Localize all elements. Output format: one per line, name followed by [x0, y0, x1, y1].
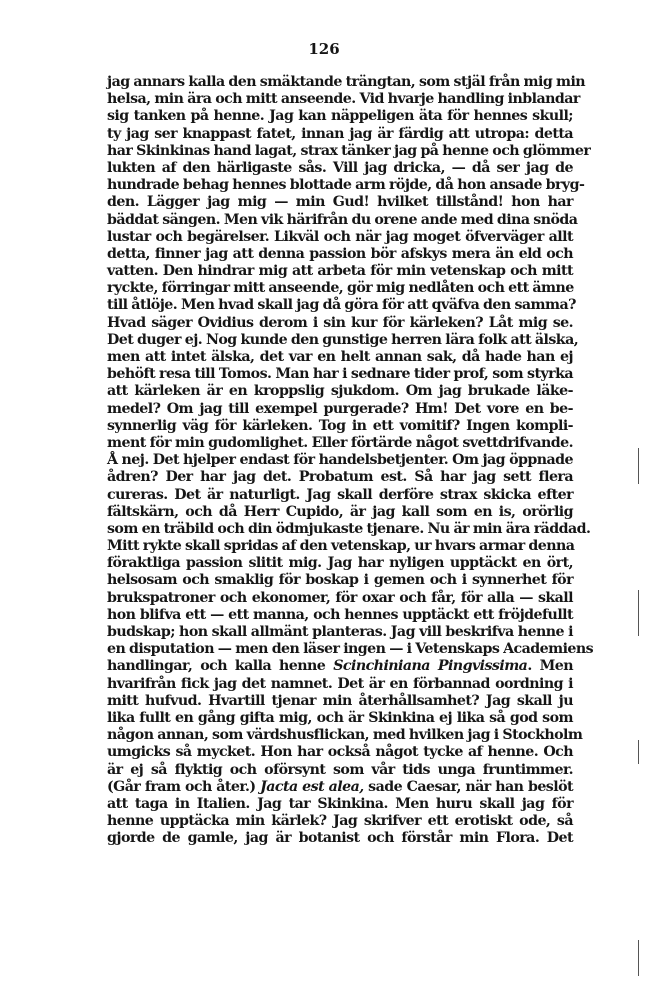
text-line: ryckte, förringar mitt anseende, gör mig nedlåten och ett ämne — [107, 280, 574, 297]
text-line: gjorde de gamle, jag är botanist och förstår min Flora. Det — [107, 830, 573, 847]
text-line: den. Lägger jag mig — min Gud! hvilket tillstånd! hon har — [107, 194, 573, 211]
text-line: ådren? Der har jag det. Probatum est. Så har jag sett flera — [107, 469, 573, 486]
text-line: cureras. Det är naturligt. Jag skall derföre strax skicka efter — [107, 486, 573, 503]
text-line: Det duger ej. Nog kunde den gunstige herren lära folk att älska, — [107, 331, 579, 348]
scan-margin-mark — [638, 590, 639, 636]
text-line: Hvad säger Ovidius derom i sin kur för kärleken? Låt mig se. — [107, 314, 573, 331]
text-line: en disputation — men den läser ingen — i Vetenskaps Academiens — [107, 641, 594, 658]
text-line: ment för min gudomlighet. Eller förtärde något svettdrifvande. — [107, 434, 573, 451]
text-line: att kärleken är en kroppslig sjukdom. Om jag brukade läke- — [107, 383, 573, 400]
text-line: lustar och begärelser. Likväl och när jag moget öfverväger allt — [107, 228, 573, 245]
text-line: hundrade behag hennes blottade arm röjde, då hon ansade bryg- — [107, 177, 585, 194]
text-line: ty jag ser knappast fatet, innan jag är färdig att utropa: detta — [107, 125, 573, 142]
text-line: medel? Om jag till exempel purgerade? Hm! Det vore en be- — [107, 400, 573, 417]
text-line: någon annan, som värdshusflickan, med hvilken jag i Stockholm — [107, 727, 583, 744]
text-line: mitt hufvud. Hvartill tjenar min återhållsamhet? Jag skall ju — [107, 692, 573, 709]
text-line: detta, finner jag att denna passion bör afskys mera än eld och — [107, 245, 573, 262]
text-line: som en träbild och din ödmjukaste tjenare. Nu är min ära räddad. — [107, 520, 591, 537]
text-line: henne upptäcka min kärlek? Jag skrifver ett erotiskt ode, så — [107, 813, 573, 830]
text-line: behöft resa till Tomos. Man har i sednare tider prof, som styrka — [107, 366, 573, 383]
scan-margin-mark — [638, 940, 639, 976]
text-line: (Går fram och åter.) Jacta est alea, sade Caesar, när han beslöt — [107, 778, 573, 795]
text-line: sig tanken på henne. Jag kan näppeligen äta för hennes skull; — [107, 108, 573, 125]
text-line: Mitt rykte skall spridas af den vetenskap, ur hvars armar denna — [107, 538, 575, 555]
text-line: till åtlöje. Men hvad skall jag då göra för att qväfva den samma? — [107, 297, 576, 314]
text-line: men att intet älska, det var en helt annan sak, då hade han ej — [107, 349, 573, 365]
text-line: har Skinkinas hand lagat, strax tänker jag på henne och glömmer — [107, 142, 591, 159]
text-line: lika fullt en gång gifta mig, och är Skinkina ej lika så god som — [107, 709, 573, 726]
italic-phrase: Jacta est alea, — [260, 778, 364, 795]
page-number: 126 — [308, 40, 340, 58]
text-line: helsa, min ära och mitt anseende. Vid hvarje handling inblandar — [107, 91, 580, 108]
text-line: hon blifva ett — ett manna, och hennes upptäckt ett fröjdefullt — [107, 606, 573, 623]
text-line: Å nej. Det hjelper endast för handelsbetjenter. Om jag öppnade — [107, 452, 573, 469]
text-line: bäddat sängen. Men vik härifrån du orene ande med dina snöda — [107, 211, 578, 228]
text-line: fältskärn, och då Herr Cupido, är jag kall som en is, orörlig — [107, 503, 573, 520]
scan-margin-mark — [638, 740, 639, 764]
text-line: att taga in Italien. Jag tar Skinkina. Men huru skall jag för — [107, 795, 573, 812]
text-line: helsosam och smaklig för boskap i gemen och i synnerhet för — [107, 572, 573, 589]
text-line: handlingar, och kalla henne Scinchiniana Pingvissima. Men — [107, 658, 574, 675]
italic-phrase: Scinchiniana Pingvissima — [333, 658, 528, 675]
text-line: lukten af den härligaste sås. Vill jag dricka, — då ser jag de — [107, 159, 573, 176]
text-line: budskap; hon skall allmänt planteras. Jag vill beskrifva henne i — [107, 624, 573, 640]
text-line: synnerlig väg för kärleken. Tog in ett vomitif? Ingen kompli- — [107, 417, 573, 434]
text-line: jag annars kalla den smäktande trängtan, som stjäl från mig min — [107, 74, 586, 90]
text-line: umgicks så mycket. Hon har också något tycke af henne. Och — [107, 744, 573, 761]
body-text — [107, 74, 594, 847]
text-line: vatten. Den hindrar mig att arbeta för min vetenskap och mitt — [107, 263, 573, 280]
text-line: brukspatroner och ekonomer, för oxar och får, för alla — skall — [107, 589, 573, 606]
text-line: är ej så flyktig och oförsynt som vår tids unga fruntimmer. — [107, 761, 573, 778]
scan-margin-mark — [638, 448, 639, 484]
text-line: hvarifrån fick jag det namnet. Det är en förbannad oordning i — [107, 675, 573, 692]
text-line: föraktliga passion slitit mig. Jag har nyligen upptäckt en ört, — [107, 555, 573, 572]
